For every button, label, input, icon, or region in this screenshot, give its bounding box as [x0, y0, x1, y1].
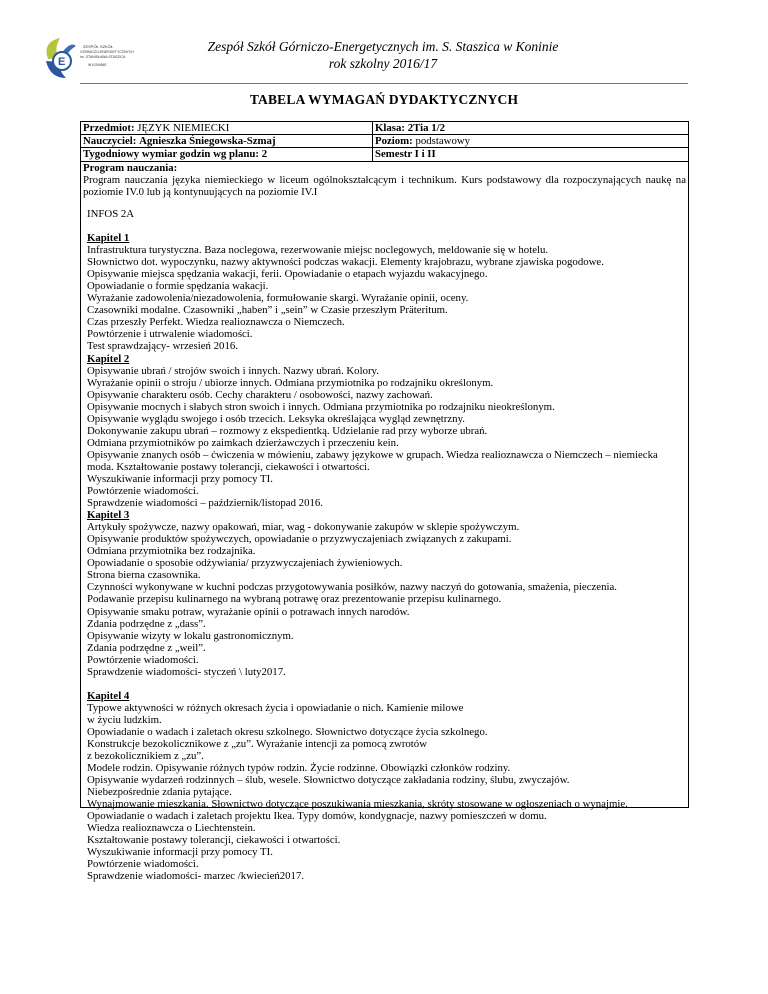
chapter-line: Strona bierna czasownika.	[87, 569, 201, 582]
chapter-line: Powtórzenie wiadomości.	[87, 485, 199, 498]
spacer	[87, 678, 685, 690]
chapter-line: Powtórzenie wiadomości.	[87, 653, 199, 666]
spacer	[87, 220, 685, 232]
program-label: Program nauczania:	[83, 161, 178, 174]
school-name: Zespół Szkół Górniczo-Energetycznych im. S. Staszica w Koninie	[207, 39, 559, 54]
chapter-line: Powtórzenie wiadomości.	[87, 858, 199, 871]
subject-value: JĘZYK NIEMIECKI	[137, 122, 230, 134]
header-divider	[80, 83, 688, 84]
chapter-line: Opisywanie znanych osób – ćwiczenia w mówieniu, zabawy językowe w grupach. Wiedza realioznawcza o Niemczech – niemiecka	[87, 448, 658, 461]
chapter-line: Sprawdzenie wiadomości- styczeń \ luty2017.	[87, 665, 286, 678]
chapter-line: Słownictwo dot. wypoczynku, nazwy aktywności podczas wakacji. Elementy krajobrazu, wybrane zjawiska pogodowe.	[87, 256, 604, 269]
info-table	[80, 121, 689, 198]
chapter-line: Opisywanie mocnych i słabych stron swoich i innych. Odmiana przymiotnika po rodzajniku nieokreślonym.	[87, 400, 555, 413]
chapter-line: Modele rodzin. Opisywanie różnych typów rodzin. Życie rodzinne. Obowiązki członków rodziny.	[87, 762, 511, 775]
program-text: Program nauczania języka niemieckiego w liceum ogólnokształcącym i technikum. Kurs podstawowy dla rozpoczynających naukę na poziomie IV.0 lub ją kontynuujących na poziomie IV.I	[83, 173, 686, 199]
chapter-line: Sprawdzenie wiadomości- marzec /kwiecień2017.	[87, 870, 305, 883]
school-header	[160, 38, 606, 72]
chapter-line: Niebezpośrednie zdania pytające.	[87, 786, 232, 799]
chapter-line: Wynajmowanie mieszkania. Słownictwo dotyczące poszukiwania mieszkania, skróty stosowane w ogłoszeniach o wynajmie.	[87, 798, 628, 811]
chapter-line: Opisywanie wizyty w lokalu gastronomicznym.	[87, 629, 294, 642]
chapter-line: w życiu ludzkim.	[87, 713, 162, 726]
chapter-line: Konstrukcje bezokolicznikowe z „zu”. Wyrażanie intencji za pomocą zwrotów	[87, 737, 428, 750]
chapter-line: Infrastruktura turystyczna. Baza noclegowa, rezerwowanie miejsc noclegowych, meldowanie się w hotelu.	[87, 244, 549, 257]
logo-text-1: ZESPÓŁ SZKÓŁ	[83, 44, 114, 49]
subject-cell	[81, 122, 373, 135]
chapter-line: Artykuły spożywcze, nazwy opakowań, miar, wag - dokonywanie zakupów w sklepie spożywczym.	[87, 521, 520, 534]
chapter-line: Typowe aktywności w różnych okresach życia i opowiadanie o nich. Kamienie milowe	[87, 701, 464, 714]
chapter-line: Odmiana przymiotników po zaimkach dzierżawczych i przeczeniu kein.	[87, 436, 399, 449]
chapter-line: Dokonywanie zakupu ubrań – rozmowy z ekspedientką. Udzielanie rad przy wyborze ubrań.	[87, 424, 488, 437]
teacher-cell	[81, 135, 373, 148]
logo-text-3: im. STANISŁAWA STASZICA	[80, 55, 126, 59]
logo-text-4: W KONINIE	[88, 63, 107, 67]
chapter-line: Opowiadanie o wadach i zaletach okresu szkolnego. Słownictwo dotyczące życia szkolnego.	[87, 725, 488, 738]
chapter-line: Opowiadanie o wadach i zaletach projektu Ikea. Typy domów, kondygnacje, nazwy pomieszczeń w domu.	[87, 810, 547, 823]
chapter-line: Opisywanie produktów spożywczych, opowiadanie o przyzwyczajeniach związanych z zakupami.	[87, 533, 512, 546]
class-value: 2Tia 1/2	[407, 122, 446, 134]
chapter-line: Opisywanie miejsca spędzania wakacji, ferii. Opowiadanie o etapach wyjazdu wakacyjnego.	[87, 268, 488, 281]
textbook-name: INFOS 2A	[87, 208, 135, 220]
class-label: Klasa:	[375, 122, 405, 134]
chapter-title: Kapitel 3	[87, 509, 130, 522]
teacher-value: Agnieszka Śniegowska-Szmaj	[139, 135, 276, 148]
chapter-line: Opisywanie ubrań / strojów swoich i innych. Nazwy ubrań. Kolory.	[87, 364, 379, 377]
chapter-line: Zdania podrzędne z „weil”.	[87, 641, 206, 654]
class-cell	[373, 122, 689, 135]
chapter-line: moda. Kształtowanie postawy tolerancji, ciekawości i otwartości.	[87, 460, 370, 473]
chapter-title: Kapitel 2	[87, 352, 130, 365]
hours-cell	[81, 148, 373, 161]
school-year: rok szkolny 2016/17	[328, 56, 438, 71]
chapter-line: Odmiana przymiotnika bez rodzajnika.	[87, 545, 256, 558]
chapter-line: Czynności wykonywane w kuchni podczas przygotowywania posiłków, nazwy naczyń do gotowania, smażenia, pieczenia.	[87, 581, 617, 594]
chapter-line: Czasowniki modalne. Czasowniki „haben” i „sein” w Czasie przeszłym Präteritum.	[87, 304, 448, 317]
hours-label: Tygodniowy wymiar godzin wg planu:	[83, 148, 259, 161]
logo-text-2: GÓRNICZO-ENERGETYCZNYCH	[80, 50, 134, 54]
chapter-line: Opowiadanie o formie spędzania wakacji.	[87, 280, 269, 293]
chapter-line: Test sprawdzający- wrzesień 2016.	[87, 340, 238, 353]
requirements-content	[80, 194, 689, 883]
subject-label: Przedmiot:	[83, 122, 135, 134]
chapter-title: Kapitel 4	[87, 689, 130, 702]
level-label: Poziom:	[375, 135, 413, 148]
chapter-line: Kształtowanie postawy tolerancji, ciekawości i otwartości.	[87, 834, 341, 847]
chapter-line: Opisywanie wyglądu swojego i osób trzecich. Leksyka określająca wygląd zewnętrzny.	[87, 412, 465, 425]
chapter-line: Opisywanie charakteru osób. Cechy charakteru / osobowości, nazwy zachowań.	[87, 388, 433, 401]
chapter-title: Kapitel 1	[87, 232, 130, 245]
chapter-line: Wiedza realioznawcza o Liechtenstein.	[87, 822, 256, 835]
program-cell	[81, 161, 689, 198]
svg-text:E: E	[58, 56, 66, 68]
chapter-line: Czas przeszły Perfekt. Wiedza realioznawcza o Niemczech.	[87, 316, 345, 329]
chapter-line: Powtórzenie i utrwalenie wiadomości.	[87, 328, 253, 341]
chapter-line: Zdania podrzędne z „dass”.	[87, 617, 206, 630]
chapter-line: Wyszukiwanie informacji przy pomocy TI.	[87, 846, 273, 859]
chapter-line: Opisywanie wydarzeń rodzinnych – ślub, wesele. Słownictwo dotyczące zakładania rodziny, ślubu, zwyczajów.	[87, 774, 570, 787]
spacer	[87, 196, 685, 208]
level-value: podstawowy	[415, 135, 471, 148]
chapters-list	[87, 232, 685, 882]
hours-value: 2	[261, 148, 268, 161]
teacher-label: Nauczyciel:	[83, 135, 137, 148]
chapter-line: Podawanie przepisu kulinarnego na wybraną potrawę oraz prezentowanie przepisu kulinarnego.	[87, 593, 502, 606]
chapter-line: Opisywanie smaku potraw, wyrażanie opinii o potrawach innych narodów.	[87, 605, 410, 618]
chapter-line: Opowiadanie o sposobie odżywiania/ przyzwyczajeniach żywieniowych.	[87, 557, 403, 570]
level-cell	[373, 135, 689, 148]
semester-cell: Semestr I i II	[373, 148, 689, 161]
school-logo	[36, 34, 146, 84]
page-title: TABELA WYMAGAŃ DYDAKTYCZNYCH	[249, 92, 519, 107]
chapter-line: Wyrażanie opinii o stroju / ubiorze innych. Odmiana przymiotnika po rodzajniku określonym.	[87, 376, 494, 389]
chapter-line: Sprawdzenie wiadomości – październik/listopad 2016.	[87, 497, 323, 510]
chapter-line: Wyrażanie zadowolenia/niezadowolenia, formułowanie skargi. Wyrażanie opinii, oceny.	[87, 292, 469, 305]
chapter-line: z bezokolicznikiem z „zu”.	[87, 750, 204, 763]
chapter-line: Wyszukiwanie informacji przy pomocy TI.	[87, 472, 273, 485]
